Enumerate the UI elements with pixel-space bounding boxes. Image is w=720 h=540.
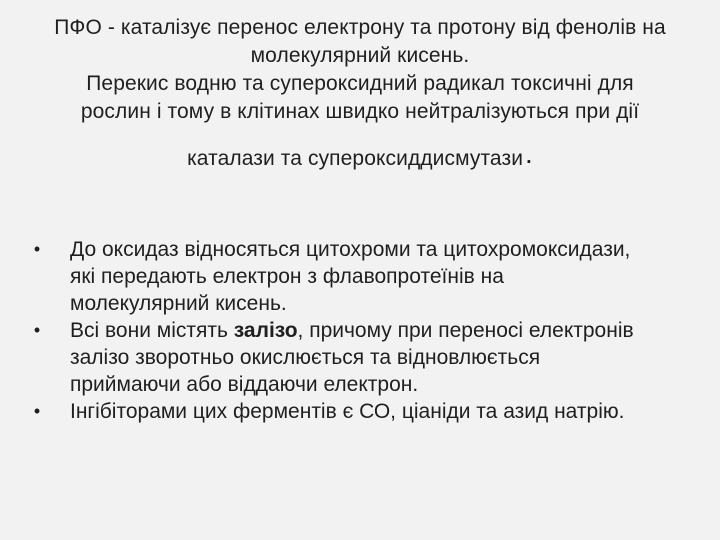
bullet-2-line-3: приймаючи або віддаючи електрон. (70, 373, 419, 396)
bullet-1-line-3: молекулярний кисень. (70, 292, 287, 315)
bullet-3-line-1: Інгібіторами цих ферментів є СО, ціаніди та азид натрію. (70, 400, 625, 423)
bullet-1-line-1: До оксидаз відносяться цитохроми та цитохромоксидази, (70, 238, 631, 261)
bullet-text-3 (70, 398, 688, 425)
bullet-marker: • (33, 320, 41, 340)
intro-line-3: Перекис водню та супероксидний радикал токсичні для (86, 72, 634, 95)
bullet-marker: • (33, 401, 41, 421)
bullet-list (28, 236, 688, 425)
intro-line-4: рослин і тому в клітинах швидко нейтралізуються при дії (80, 100, 640, 123)
intro-paragraph (36, 14, 684, 173)
intro-line-5-text: каталази та супероксиддисмутази (187, 147, 524, 170)
bullet-2-line-1 (70, 317, 688, 344)
bullet-2-line-1-bold: залізо (233, 319, 298, 342)
bullet-marker: • (33, 239, 41, 259)
bullet-item-1 (28, 236, 688, 317)
bullet-2-line-1-suffix: , причому при переносі електронів (297, 319, 634, 342)
bullet-item-3 (28, 398, 688, 425)
bullet-item-2 (28, 317, 688, 398)
bullet-2-line-2: залізо зворотньо окислюється та відновлюється (70, 346, 541, 369)
bullet-1-line-2: які передають електрон з флавопротеїнів на (70, 265, 504, 288)
bullet-text-2 (70, 317, 688, 398)
intro-line-5-period: . (525, 138, 533, 169)
bullet-text-1 (70, 236, 688, 317)
intro-line-5 (36, 138, 684, 173)
intro-line-2: молекулярний кисень. (250, 44, 470, 67)
intro-line-1: ПФО - каталізує перенос електрону та протону від фенолів на (54, 16, 666, 39)
bullet-2-line-1-prefix: Всі вони містять (70, 319, 234, 342)
